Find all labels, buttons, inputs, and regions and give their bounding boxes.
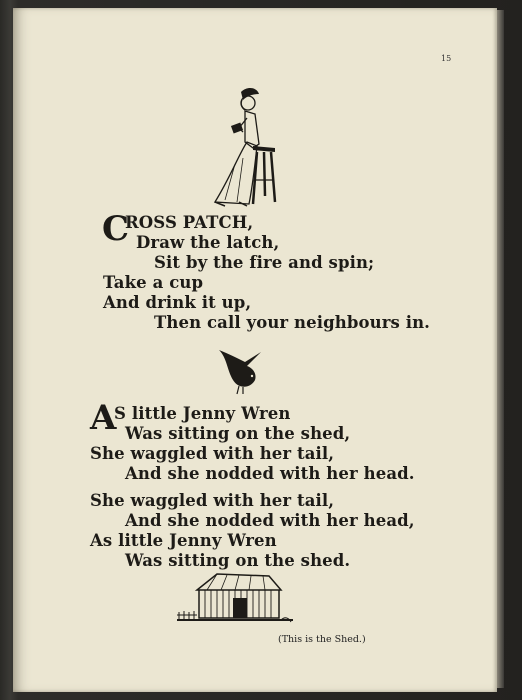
verse3-line: She waggled with her tail,	[90, 491, 335, 510]
verse3-line: And she nodded with her head,	[125, 511, 415, 530]
verse2-first-line: S little Jenny Wren	[114, 404, 291, 423]
verse2-dropcap: A	[90, 398, 117, 438]
verse1-line: Take a cup	[103, 273, 204, 292]
woman-on-stool-illustration	[195, 84, 275, 212]
verse3-line: As little Jenny Wren	[90, 531, 277, 550]
verse1-first-line: ROSS PATCH,	[125, 213, 254, 232]
verse1-line: Draw the latch,	[136, 233, 280, 252]
verse2-line: She waggled with her tail,	[90, 444, 335, 463]
wren-illustration	[213, 342, 265, 394]
shed-caption: (This is the Shed.)	[278, 634, 366, 645]
book-page	[13, 8, 497, 692]
page-edge	[497, 10, 504, 688]
verse3-line: Was sitting on the shed.	[125, 551, 351, 570]
page-number: 15	[441, 54, 452, 63]
verse1-line: Then call your neighbours in.	[154, 313, 431, 332]
verse1-line: Sit by the fire and spin;	[154, 253, 375, 272]
verse2-line: And she nodded with her head.	[125, 464, 415, 483]
shed-illustration	[177, 570, 293, 628]
verse1-line: And drink it up,	[103, 293, 252, 312]
verse1-dropcap: C	[102, 209, 130, 249]
verse2-line: Was sitting on the shed,	[125, 424, 351, 443]
